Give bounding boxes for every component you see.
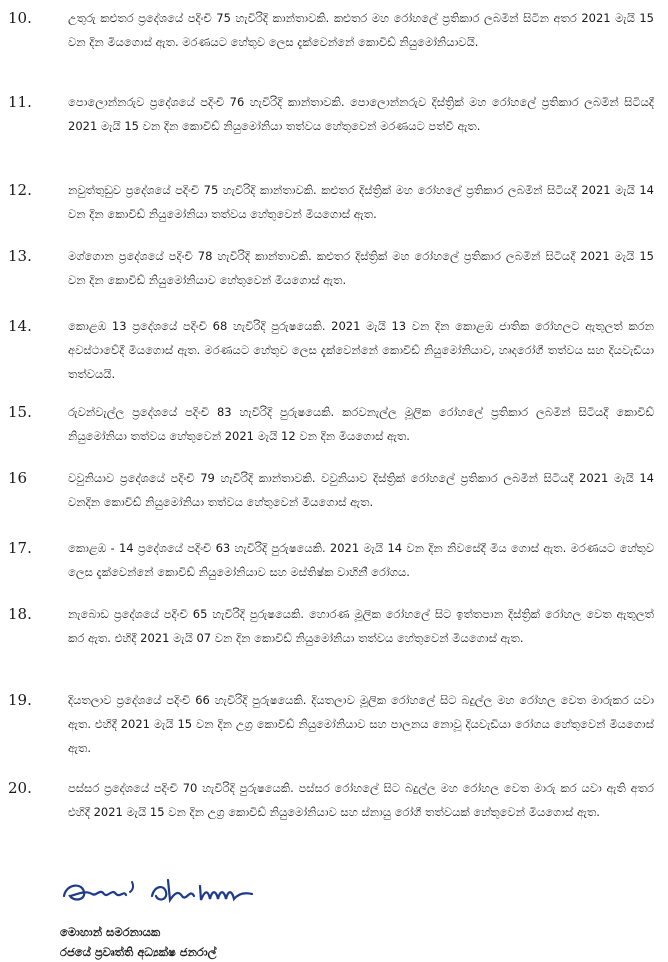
- entry-text: රුවන්වැල්ල ප්‍රදේශයේ පදිංචි 83 හැවිරිදි පුරුෂයෙකි. කරවනැල්ල මූලික රෝහලේ ප්‍රතිකාර ලබමින් සිටියදී කොවිඩ් නියුමෝනියා තත්වය හේතුවෙන් 2021 මැයි 12 වන දින මියගොස් ඇත.: [68, 405, 654, 443]
- entry-text: වවුනියාව ප්‍රදේශයේ පදිංචි 79 හැවිරිදි කාන්තාවකි. වවුනියාව දිස්ත්‍රික් රෝහලේ ප්‍රතිකාර ලබමින් සිටියදී 2021 මැයි 14 වනදින කොවිඩ් නියුමෝනියා තත්වය හේතුවෙන් මියගොස් ඇත.: [68, 471, 654, 509]
- signatory-name: මොහාන් සමරනායක: [60, 925, 161, 939]
- entry-number: 19.: [8, 691, 32, 709]
- entry-text: පොලොන්නරුව ප්‍රදේශයේ පදිංචි 76 හැවිරිදි කාන්තාවකි. පොලොන්නරුව දිස්ත්‍රික් මහ රෝහලේ ප්‍රතිකාර ලබමින් සිටියදී 2021 මැයි 15 වන දින කොවිඩ් නියුමෝනියා තත්වය හේතුවෙන් මරණයට පත්වී ඇත.: [68, 95, 654, 133]
- entry-text: මග්ගොන ප්‍රදේශයේ පදිංචි 78 හැවිරිදි කාන්තාවකි. කළුතර දිස්ත්‍රික් මහ රෝහලේ ප්‍රතිකාර ලබමින් සිටියදී 2021 මැයි 15 වන දින කොවිඩ් නියුමෝනියාව හේතුවෙන් මියගොස් ඇත.: [68, 249, 654, 287]
- handwritten-signature: [60, 872, 280, 912]
- entry-number: 18.: [8, 605, 32, 623]
- entry-text: නැබොඩ ප්‍රදේශයේ පදිංචි 65 හැවිරිදි පුරුෂයෙකි. හොරණ මූලික රෝහලේ සිට ඉත්තපාන දිස්ත්‍රික් රෝහල වෙත ඇතුලත් කර ඇත. එහිදී 2021 මැයි 07 වන දින කොවිඩ් නියුමෝනියා තත්වය හේතුවෙන් මියගොස් ඇත.: [68, 607, 654, 645]
- entry-text: කොළඹ - 14 ප්‍රදේශයේ පදිංචි 63 හැවිරිදි පුරුෂයෙකි. 2021 මැයි 14 වන දින නිවසේදී මිය ගොස් ඇත. මරණයට හේතුව ලෙස දැක්වෙන්නේ කොවිඩ් නියුමෝනියාව සහ මස්තිෂ්ක වාහිනී රෝගය.: [68, 541, 654, 579]
- signatory-block: [60, 922, 216, 962]
- entry-number: 12.: [8, 181, 32, 199]
- entry-text: නවුත්තුඩුව ප්‍රදේශයේ පදිංචි 75 හැවිරිදි කාන්තාවකි. කළුතර දිස්ත්‍රික් මහ රෝහලේ ප්‍රතිකාර ලබමින් සිටියදී 2021 මැයි 14 වන දින කොවිඩ් නියුමෝනියා තත්වය හේතුවෙන් මියගොස් ඇත.: [68, 183, 654, 221]
- entry-number: 13.: [8, 247, 32, 265]
- entry-number: 15.: [8, 403, 32, 421]
- entry-number: 10.: [8, 9, 32, 27]
- entry-number: 17.: [8, 539, 32, 557]
- entry-number: 20.: [8, 779, 32, 797]
- entry-text: පස්සර ප්‍රදේශයේ පදිංචි 70 හැවිරිදි පුරුෂයෙකි. පස්සර රෝහලේ සිට බදුල්ල මහ රෝහල වෙත මාරු කර යවා ඇති අතර එහිදී 2021 මැයි 15 වන දින උග්‍ර කොවිඩ් නියුමෝනියාව සහ ස්නායු රෝගී තත්වයක් හේතුවෙන් මියගොස් ඇත.: [68, 781, 654, 819]
- entry-number: 14.: [8, 317, 32, 335]
- entry-text: කොළඹ 13 ප්‍රදේශයේ පදිංචි 68 හැවිරිදි පුරුෂයෙකි. 2021 මැයි 13 වන දින කොළඹ ජාතික රෝහලට ඇතුලත් කරන අවස්ථාවේදී මියගොස් ඇත. මරණයට හේතුව ලෙස දැක්වෙන්නේ කොවිඩ් නියුමෝනියාව, හෘදරෝගී තත්වය සහ දියවැඩියා තත්වයයි.: [68, 319, 654, 381]
- entry-text: උතුරු කළුතර ප්‍රදේශයේ පදිංචි 75 හැවිරිදි කාන්තාවකි. කළුතර මහ රෝහලේ ප්‍රතිකාර ලබමින් සිටින අතර 2021 මැයි 15 වන දින මියගොස් ඇත. මරණයට හේතුව ලෙස දැක්වෙන්නේ කොවිඩ් නියුමෝනියාවයි.: [68, 11, 654, 49]
- entry-number: 16: [8, 469, 28, 487]
- entry-text: දියතලාව ප්‍රදේශයේ පදිංචි 66 හැවිරිදි පුරුෂයෙකි. දියතලාව මූලික රෝහලේ සිට බදුල්ල මහ රෝහල වෙත මාරුකර යවා ඇත. එහිදී 2021 මැයි 15 වන දින උග්‍ර කොවිඩ් නියුමෝනියාව සහ පාලනය නොවූ දියවැඩියා රෝගය හේතුවෙන් මියගොස් ඇත.: [68, 693, 654, 755]
- signatory-title: රජයේ ප්‍රවෘත්ති අධ්‍යක්ෂ ජනරාල්: [60, 945, 217, 959]
- entry-number: 11.: [8, 93, 32, 111]
